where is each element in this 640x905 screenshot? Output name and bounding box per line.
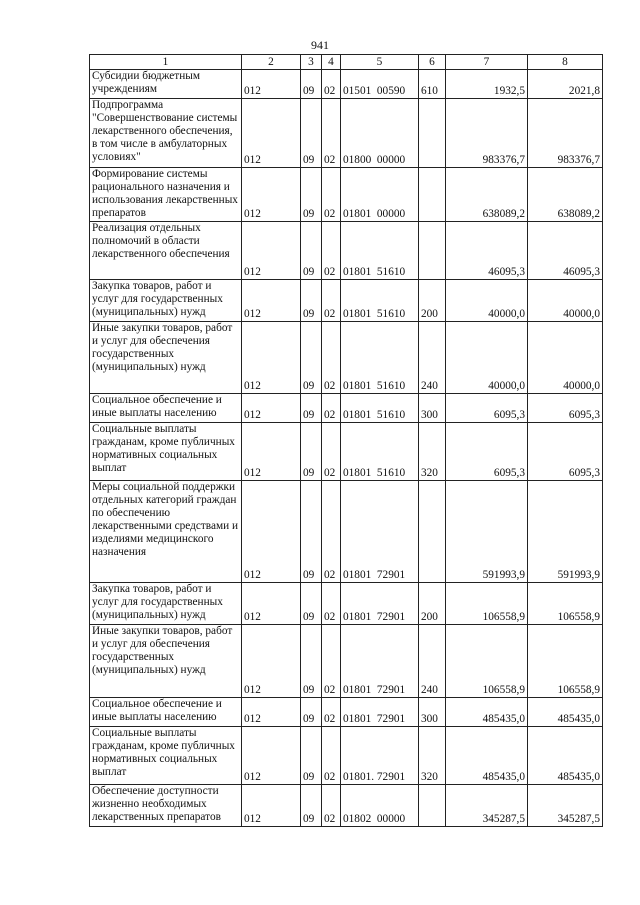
row-code-cell: 012 — [242, 625, 301, 698]
row-code-cell: 09 — [301, 727, 322, 785]
row-code-cell: 02 — [322, 481, 341, 583]
row-name-cell: Подпрограмма "Совершенствование системы лекарственного обеспечения, в том числе в амбулаторных условиях" — [90, 99, 242, 168]
table-row — [90, 583, 603, 625]
table-row — [90, 168, 603, 222]
row-code-cell: 02 — [322, 583, 341, 625]
row-name-cell: Субсидии бюджетным учреждениям — [90, 70, 242, 99]
table-row — [90, 698, 603, 727]
table-body — [90, 70, 603, 827]
row-code-cell — [419, 222, 446, 280]
row-code-cell: 320 — [419, 727, 446, 785]
row-code-cell: 01801 51610 — [341, 280, 419, 322]
row-amount-cell: 40000,0 — [528, 322, 603, 394]
row-amount-cell: 485435,0 — [528, 698, 603, 727]
row-code-cell: 012 — [242, 423, 301, 481]
column-header: 7 — [446, 55, 528, 70]
row-code-cell: 200 — [419, 583, 446, 625]
row-code-cell: 012 — [242, 280, 301, 322]
row-amount-cell: 106558,9 — [528, 583, 603, 625]
row-code-cell: 012 — [242, 698, 301, 727]
row-amount-cell: 2021,8 — [528, 70, 603, 99]
column-header: 3 — [301, 55, 322, 70]
row-code-cell: 09 — [301, 583, 322, 625]
row-amount-cell: 40000,0 — [528, 280, 603, 322]
row-code-cell: 012 — [242, 481, 301, 583]
row-code-cell: 09 — [301, 394, 322, 423]
row-amount-cell: 591993,9 — [446, 481, 528, 583]
row-code-cell: 012 — [242, 727, 301, 785]
table-row — [90, 785, 603, 827]
row-amount-cell: 6095,3 — [528, 394, 603, 423]
row-code-cell: 01801 51610 — [341, 322, 419, 394]
row-name-cell: Социальные выплаты гражданам, кроме публичных нормативных социальных выплат — [90, 423, 242, 481]
row-code-cell: 02 — [322, 168, 341, 222]
row-code-cell: 02 — [322, 625, 341, 698]
row-code-cell: 012 — [242, 222, 301, 280]
row-name-cell: Закупка товаров, работ и услуг для государственных (муниципальных) нужд — [90, 280, 242, 322]
row-amount-cell: 106558,9 — [528, 625, 603, 698]
row-code-cell: 240 — [419, 322, 446, 394]
row-code-cell: 01800 00000 — [341, 99, 419, 168]
table-row — [90, 99, 603, 168]
table-row — [90, 625, 603, 698]
row-amount-cell: 485435,0 — [446, 727, 528, 785]
budget-table — [89, 54, 603, 827]
row-code-cell — [419, 481, 446, 583]
row-code-cell — [419, 99, 446, 168]
row-code-cell: 012 — [242, 168, 301, 222]
row-amount-cell: 40000,0 — [446, 322, 528, 394]
row-name-cell: Социальные выплаты гражданам, кроме публичных нормативных социальных выплат — [90, 727, 242, 785]
row-amount-cell: 345287,5 — [528, 785, 603, 827]
row-code-cell: 02 — [322, 280, 341, 322]
row-code-cell: 01801 72901 — [341, 583, 419, 625]
row-name-cell: Обеспечение доступности жизненно необходимых лекарственных препаратов — [90, 785, 242, 827]
page-number: 941 — [311, 38, 329, 52]
column-header: 1 — [90, 55, 242, 70]
table-row — [90, 280, 603, 322]
row-code-cell: 02 — [322, 99, 341, 168]
table-row — [90, 394, 603, 423]
row-code-cell: 09 — [301, 222, 322, 280]
table-row — [90, 70, 603, 99]
row-amount-cell: 983376,7 — [446, 99, 528, 168]
row-name-cell: Социальное обеспечение и иные выплаты населению — [90, 394, 242, 423]
row-code-cell: 012 — [242, 394, 301, 423]
row-amount-cell: 485435,0 — [528, 727, 603, 785]
row-code-cell: 012 — [242, 322, 301, 394]
row-code-cell: 200 — [419, 280, 446, 322]
row-code-cell: 02 — [322, 727, 341, 785]
row-code-cell: 09 — [301, 698, 322, 727]
row-code-cell: 01801 51610 — [341, 423, 419, 481]
row-name-cell: Меры социальной поддержки отдельных категорий граждан по обеспечению лекарственными средствами и изделиями медицинского назначения — [90, 481, 242, 583]
row-code-cell: 09 — [301, 423, 322, 481]
row-amount-cell: 1932,5 — [446, 70, 528, 99]
column-header: 6 — [419, 55, 446, 70]
row-code-cell: 01801 72901 — [341, 481, 419, 583]
row-code-cell: 610 — [419, 70, 446, 99]
row-code-cell: 02 — [322, 322, 341, 394]
row-code-cell: 09 — [301, 168, 322, 222]
row-code-cell: 09 — [301, 785, 322, 827]
row-code-cell: 01501 00590 — [341, 70, 419, 99]
row-code-cell: 01802 00000 — [341, 785, 419, 827]
row-code-cell: 09 — [301, 625, 322, 698]
row-code-cell: 01801 00000 — [341, 168, 419, 222]
row-code-cell: 012 — [242, 583, 301, 625]
column-header: 2 — [242, 55, 301, 70]
row-amount-cell: 591993,9 — [528, 481, 603, 583]
row-name-cell: Иные закупки товаров, работ и услуг для обеспечения государственных (муниципальных) нужд — [90, 322, 242, 394]
row-amount-cell: 46095,3 — [446, 222, 528, 280]
row-code-cell: 02 — [322, 698, 341, 727]
row-amount-cell: 106558,9 — [446, 625, 528, 698]
row-amount-cell: 40000,0 — [446, 280, 528, 322]
row-code-cell: 01801 72901 — [341, 698, 419, 727]
row-code-cell: 012 — [242, 785, 301, 827]
table-row — [90, 481, 603, 583]
row-code-cell: 02 — [322, 222, 341, 280]
row-name-cell: Реализация отдельных полномочий в области лекарственного обеспечения — [90, 222, 242, 280]
row-name-cell: Закупка товаров, работ и услуг для государственных (муниципальных) нужд — [90, 583, 242, 625]
row-amount-cell: 983376,7 — [528, 99, 603, 168]
column-header: 5 — [341, 55, 419, 70]
column-header: 4 — [322, 55, 341, 70]
row-amount-cell: 638089,2 — [446, 168, 528, 222]
table-row — [90, 727, 603, 785]
row-code-cell: 01801 51610 — [341, 222, 419, 280]
row-code-cell: 01801 72901 — [341, 625, 419, 698]
row-code-cell: 02 — [322, 785, 341, 827]
row-name-cell: Иные закупки товаров, работ и услуг для обеспечения государственных (муниципальных) нужд — [90, 625, 242, 698]
row-name-cell: Формирование системы рационального назначения и использования лекарственных препаратов — [90, 168, 242, 222]
row-code-cell — [419, 785, 446, 827]
table-row — [90, 222, 603, 280]
row-code-cell: 09 — [301, 99, 322, 168]
row-code-cell: 09 — [301, 481, 322, 583]
row-code-cell: 02 — [322, 70, 341, 99]
row-amount-cell: 6095,3 — [446, 394, 528, 423]
row-code-cell: 300 — [419, 698, 446, 727]
row-code-cell: 012 — [242, 70, 301, 99]
header-row — [90, 55, 603, 70]
row-code-cell: 09 — [301, 280, 322, 322]
row-amount-cell: 6095,3 — [528, 423, 603, 481]
row-code-cell: 300 — [419, 394, 446, 423]
row-code-cell: 320 — [419, 423, 446, 481]
row-amount-cell: 46095,3 — [528, 222, 603, 280]
row-name-cell: Социальное обеспечение и иные выплаты населению — [90, 698, 242, 727]
row-code-cell: 01801 51610 — [341, 394, 419, 423]
row-amount-cell: 638089,2 — [528, 168, 603, 222]
row-code-cell: 240 — [419, 625, 446, 698]
row-amount-cell: 345287,5 — [446, 785, 528, 827]
row-code-cell: 012 — [242, 99, 301, 168]
row-code-cell: 02 — [322, 423, 341, 481]
table-row — [90, 423, 603, 481]
row-code-cell: 01801. 72901 — [341, 727, 419, 785]
row-amount-cell: 485435,0 — [446, 698, 528, 727]
table-row — [90, 322, 603, 394]
row-amount-cell: 106558,9 — [446, 583, 528, 625]
row-code-cell: 09 — [301, 322, 322, 394]
row-amount-cell: 6095,3 — [446, 423, 528, 481]
row-code-cell: 09 — [301, 70, 322, 99]
row-code-cell — [419, 168, 446, 222]
row-code-cell: 02 — [322, 394, 341, 423]
column-header: 8 — [528, 55, 603, 70]
